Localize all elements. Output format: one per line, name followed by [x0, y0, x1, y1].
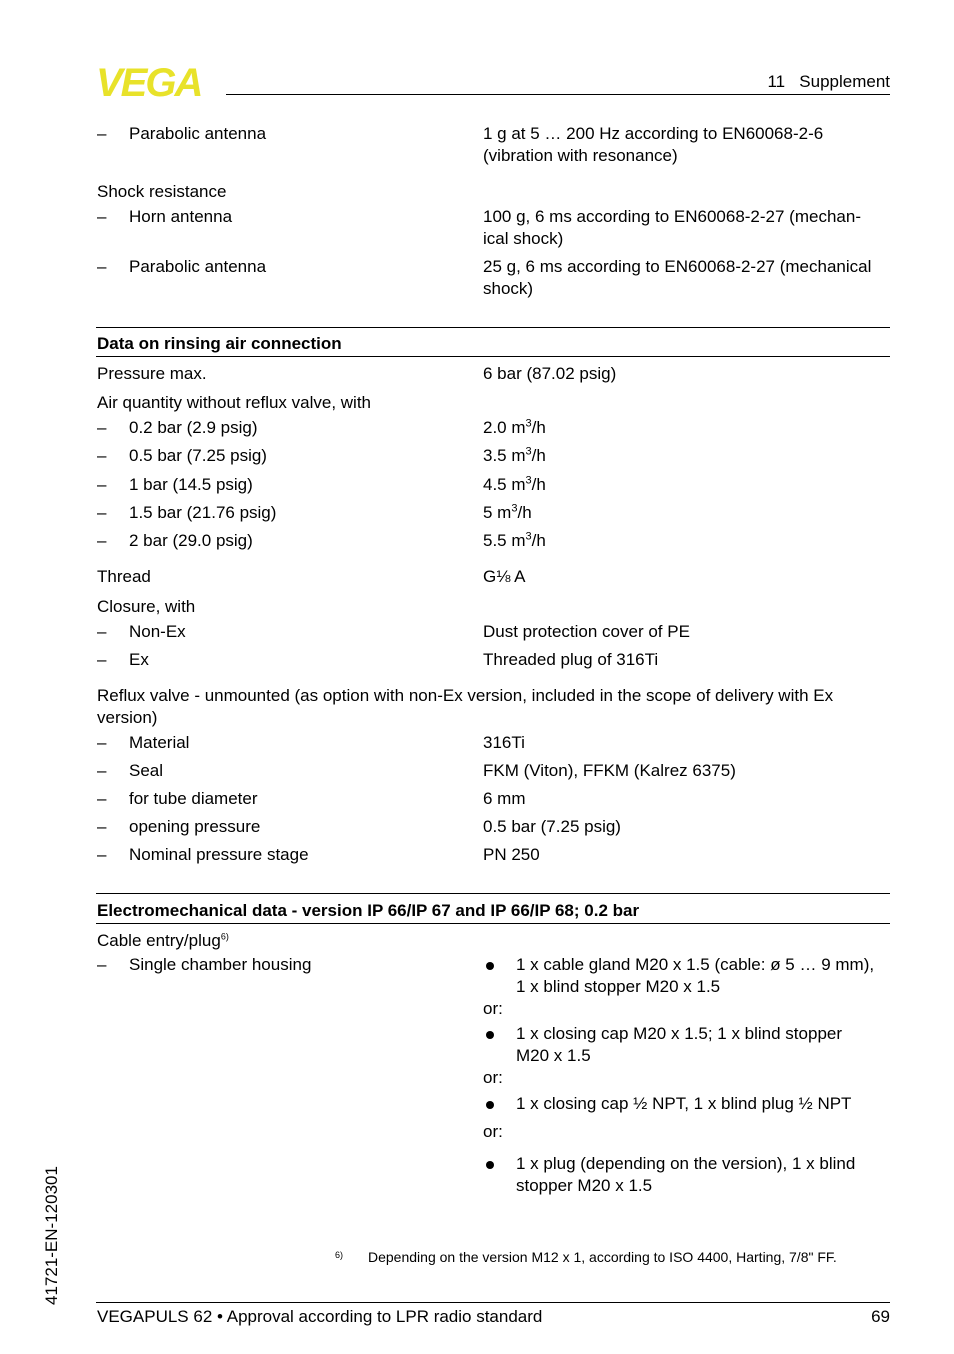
air-quantity-label: Air quantity without reflux valve, with [97, 393, 372, 412]
or-text: or: [483, 1068, 503, 1087]
reflux-row-label: Material [129, 733, 190, 752]
air-row-label: 0.5 bar (7.25 psig) [129, 446, 267, 465]
section-rule-top [96, 893, 890, 894]
parabolic-vibration-value-2: (vibration with resonance) [483, 146, 678, 165]
bullet-item-2: M20 x 1.5 [516, 1046, 591, 1065]
thread-label: Thread [97, 567, 151, 586]
dash: – [97, 418, 107, 437]
dash: – [97, 955, 107, 974]
reflux-row-value: 0.5 bar (7.25 psig) [483, 817, 621, 836]
nonex-value: Dust protection cover of PE [483, 622, 690, 641]
dash: – [97, 531, 107, 550]
bullet-item: 1 x plug (depending on the version), 1 x blind [516, 1154, 856, 1173]
dash: – [97, 789, 107, 808]
bullet-item: 1 x closing cap M20 x 1.5; 1 x blind stopper [516, 1024, 843, 1043]
ex-value: Threaded plug of 316Ti [483, 650, 659, 669]
section-title: 11 Supplement [767, 72, 890, 91]
air-row-label: 1.5 bar (21.76 psig) [129, 503, 277, 522]
bullet-item: 1 x closing cap ½ NPT, 1 x blind plug ½ NPT [516, 1094, 852, 1113]
dash: – [97, 446, 107, 465]
reflux-row-value: FKM (Viton), FFKM (Kalrez 6375) [483, 761, 736, 780]
dash: – [97, 207, 107, 226]
footnote-number: 6) [335, 1250, 344, 1260]
air-row-value: 5.5 $m^3/h$ [483, 530, 546, 550]
section-rule-bottom [96, 356, 890, 357]
parabolic-shock-value: 25 g, 6 ms according to EN60068-2-27 (mechanical [483, 257, 872, 276]
parabolic-vibration-label: Parabolic antenna [129, 124, 267, 143]
reflux-row-value: PN 250 [483, 845, 540, 864]
or-text: or: [483, 999, 503, 1018]
reflux-title-2: version) [97, 708, 158, 727]
reflux-row-value: 316Ti [483, 733, 525, 752]
bullet [486, 1101, 494, 1109]
page-number: 69 [871, 1307, 890, 1326]
reflux-row-label: Seal [129, 761, 164, 780]
shock-title: Shock resistance [97, 182, 227, 201]
dash: – [97, 817, 107, 836]
nonex-label: Non-Ex [129, 622, 186, 641]
dash: – [97, 475, 107, 494]
parabolic-shock-value-2: shock) [483, 279, 534, 298]
pressure-label: Pressure max. [97, 364, 207, 383]
horn-value-2: ical shock) [483, 229, 564, 248]
parabolic-vibration-value: 1 g at 5 … 200 Hz according to EN60068-2-6 [483, 124, 824, 143]
housing-label: Single chamber housing [129, 955, 312, 974]
thread-value: G⅛ A [483, 567, 526, 586]
dash: – [97, 503, 107, 522]
dash: – [97, 622, 107, 641]
air-row-value: 5 $m^3/h$ [483, 502, 532, 522]
reflux-row-value: 6 mm [483, 789, 526, 808]
footer-title: VEGAPULS 62 • Approval according to LPR radio standard [97, 1307, 543, 1326]
bullet [486, 1161, 494, 1169]
dash: – [97, 257, 107, 276]
reflux-row-label: Nominal pressure stage [129, 845, 309, 864]
dash: – [97, 845, 107, 864]
bullet [486, 1031, 494, 1039]
logo-text: VEGA [96, 64, 202, 98]
bullet-item-2: 1 x blind stopper M20 x 1.5 [516, 977, 721, 996]
dash: – [97, 733, 107, 752]
cable-entry-label: Cable entry/plug$^{6)}$ [97, 931, 229, 950]
air-row-label: 2 bar (29.0 psig) [129, 531, 253, 550]
header-rule [226, 94, 890, 95]
dash: – [97, 124, 107, 143]
bullet-item: 1 x cable gland M20 x 1.5 (cable: ø 5 … 9 mm), [516, 955, 875, 974]
dash: – [97, 761, 107, 780]
bullet [486, 962, 494, 970]
vega-logo [96, 64, 220, 98]
air-row-label: 1 bar (14.5 psig) [129, 475, 253, 494]
horn-value: 100 g, 6 ms according to EN60068-2-27 (mechan- [483, 207, 861, 226]
reflux-row-label: opening pressure [129, 817, 261, 836]
parabolic-shock-label: Parabolic antenna [129, 257, 267, 276]
dash: – [97, 650, 107, 669]
ex-label: Ex [129, 650, 149, 669]
footnote-ref: 6) [220, 931, 229, 942]
closure-label: Closure, with [97, 597, 196, 616]
horn-label: Horn antenna [129, 207, 233, 226]
section-rule-bottom [96, 923, 890, 924]
electro-heading: Electromechanical data - version IP 66/IP 67 and IP 66/IP 68; 0.2 bar [97, 901, 640, 920]
air-row-value: 2.0 $m^3/h$ [483, 417, 546, 437]
reflux-row-label: for tube diameter [129, 789, 258, 808]
document-code: 41721-EN-120301 [42, 1166, 61, 1305]
section-rule-top [96, 327, 890, 328]
air-row-value: 4.5 $m^3/h$ [483, 474, 546, 494]
or-text: or: [483, 1122, 503, 1141]
air-row-label: 0.2 bar (2.9 psig) [129, 418, 258, 437]
pressure-value: 6 bar (87.02 psig) [483, 364, 617, 383]
bullet-item-2: stopper M20 x 1.5 [516, 1176, 653, 1195]
footer-rule [96, 1302, 890, 1303]
rinsing-heading: Data on rinsing air connection [97, 334, 342, 353]
reflux-title: Reflux valve - unmounted (as option with non-Ex version, included in the scope of delivery with Ex [97, 686, 834, 705]
air-row-value: 3.5 $m^3/h$ [483, 445, 546, 465]
footnote-text: Depending on the version M12 x 1, according to ISO 4400, Harting, 7/8" FF. [368, 1249, 837, 1265]
